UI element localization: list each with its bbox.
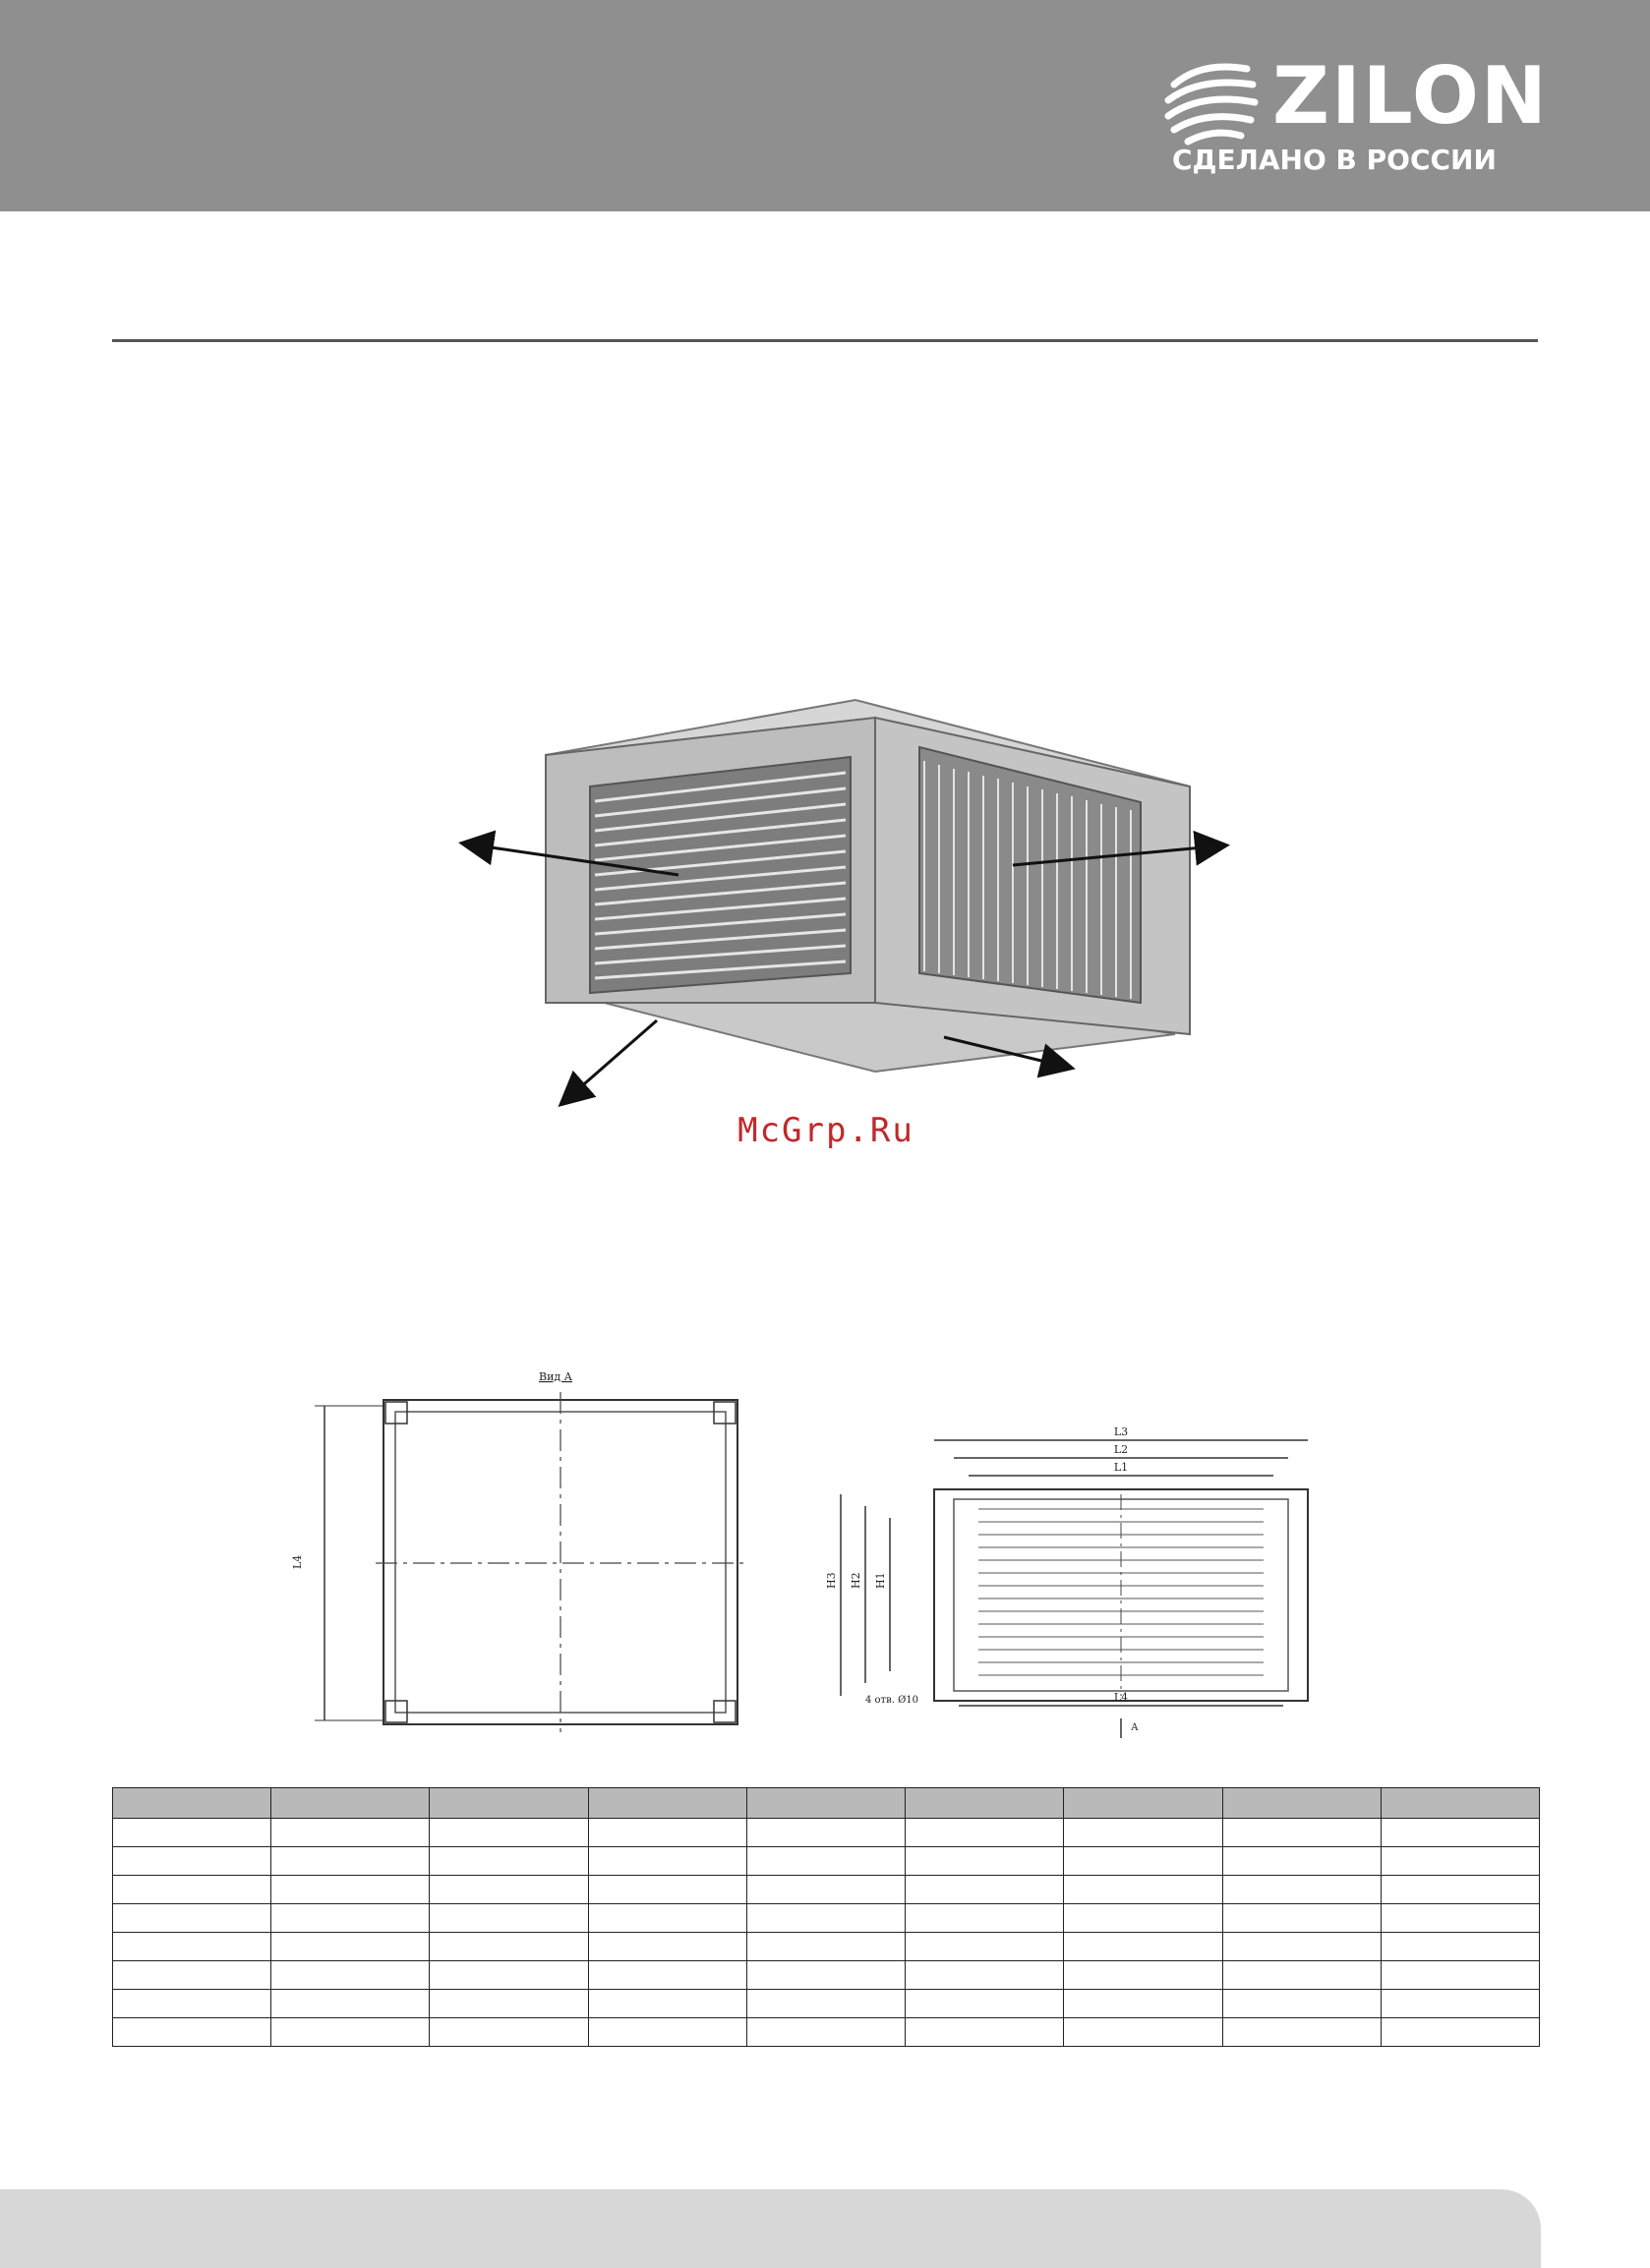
brand-tagline: СДЕЛАНО В РОССИИ (1172, 144, 1497, 176)
globe-swoosh-icon (1162, 55, 1261, 145)
svg-text:L4: L4 (1113, 1691, 1129, 1704)
svg-text:H3: H3 (825, 1572, 838, 1589)
side-view-drawing (821, 1416, 1337, 1740)
brand-logo (1162, 50, 1549, 179)
specification-table (112, 1787, 1540, 2047)
duct-cooler-product-photo (452, 678, 1239, 1131)
table-row (113, 1933, 1540, 1961)
svg-text:H1: H1 (874, 1572, 887, 1589)
svg-text:4 отв. Ø10: 4 отв. Ø10 (865, 1695, 919, 1706)
table-row (113, 1990, 1540, 2018)
table-row (113, 2018, 1540, 2047)
table-row (113, 1847, 1540, 1876)
table-row (113, 1961, 1540, 1990)
svg-text:L4: L4 (291, 1554, 304, 1569)
table-row (113, 1904, 1540, 1933)
table-row (113, 1819, 1540, 1847)
footer-band (0, 2189, 1541, 2268)
view-label: Вид А (538, 1370, 573, 1383)
svg-text:А: А (1131, 1722, 1139, 1733)
table-row (113, 1876, 1540, 1904)
svg-text:H2: H2 (850, 1572, 862, 1589)
brand-name: ZILON (1272, 50, 1549, 142)
table-header-row (113, 1788, 1540, 1819)
svg-text:L2: L2 (1113, 1443, 1129, 1456)
title-rule (112, 339, 1538, 342)
header-band (0, 0, 1650, 211)
svg-text:L1: L1 (1113, 1461, 1129, 1474)
svg-text:L3: L3 (1113, 1425, 1129, 1438)
view-a-drawing (275, 1357, 787, 1770)
watermark-text: McGrp.Ru (737, 1111, 914, 1150)
